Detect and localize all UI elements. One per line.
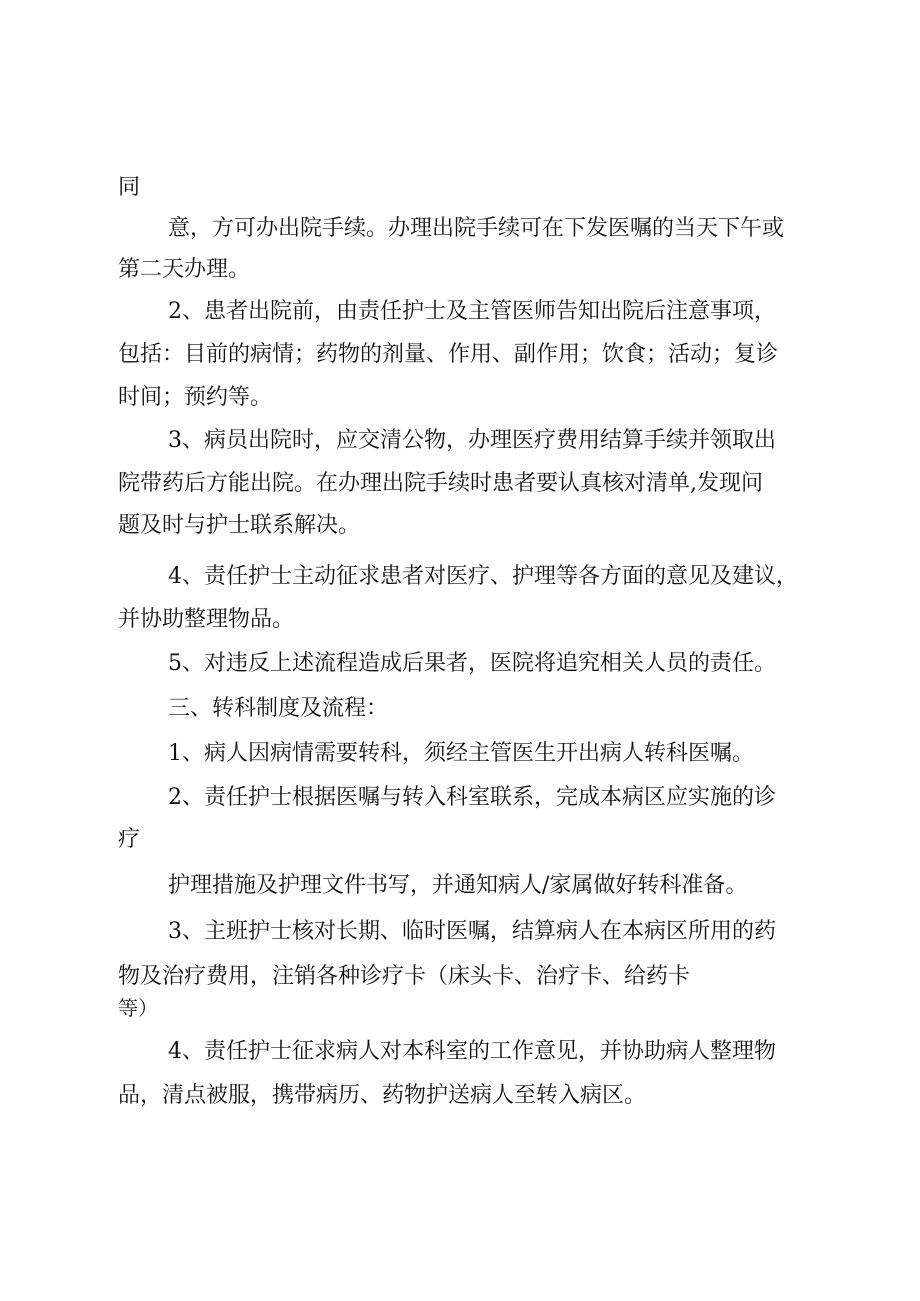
text-line: 并协助整理物品。 [118, 607, 295, 632]
text-line: 意，方可办出院手续。办理出院手续可在下发医嘱的当天下午或 [168, 216, 785, 241]
text-line: 护理措施及护理文件书写，并通知病人/家属做好转科准备。 [168, 873, 748, 898]
text-line: 疗 [118, 827, 141, 852]
text-line: 物及治疗费用，注销各种诊疗卡（床头卡、治疗卡、给药卡 [118, 964, 691, 989]
text-line: 品，清点被服，携带病历、药物护送病人至转入病区。 [118, 1083, 647, 1108]
text-line: 4、责任护士征求病人对本科室的工作意见，并协助病人整理物 [168, 1039, 776, 1064]
text-line: 3、主班护士核对长期、临时医嘱，结算病人在本病区所用的药 [168, 919, 776, 944]
text-line: 题及时与护士联系解决。 [118, 513, 361, 538]
text-line: 三、转科制度及流程： [168, 696, 389, 721]
text-line: 2、责任护士根据医嘱与转入科室联系，完成本病区应实施的诊 [168, 785, 776, 810]
text-line: 第二天办理。 [118, 257, 251, 282]
text-line: 时间；预约等。 [118, 385, 273, 410]
text-line: 等） [118, 996, 158, 1020]
text-line: 同 [118, 175, 141, 200]
text-line: 4、责任护士主动征求患者对医疗、护理等各方面的意见及建议， [168, 564, 798, 589]
text-line: 1、病人因病情需要转科，须经主管医生开出病人转科医嘱。 [168, 741, 754, 766]
text-line: 3、病员出院时，应交清公物，办理医疗费用结算手续并领取出 [168, 428, 776, 453]
text-line: 院带药后方能出院。在办理出院手续时患者要认真核对清单,发现问 [118, 471, 763, 496]
text-line: 包括：目前的病情；药物的剂量、作用、副作用；饮食；活动；复诊 [118, 342, 779, 367]
text-line: 2、患者出院前，由责任护士及主管医师告知出院后注意事项， [168, 299, 776, 324]
text-line: 5、对违反上述流程造成后果者，医院将追究相关人员的责任。 [168, 651, 776, 676]
